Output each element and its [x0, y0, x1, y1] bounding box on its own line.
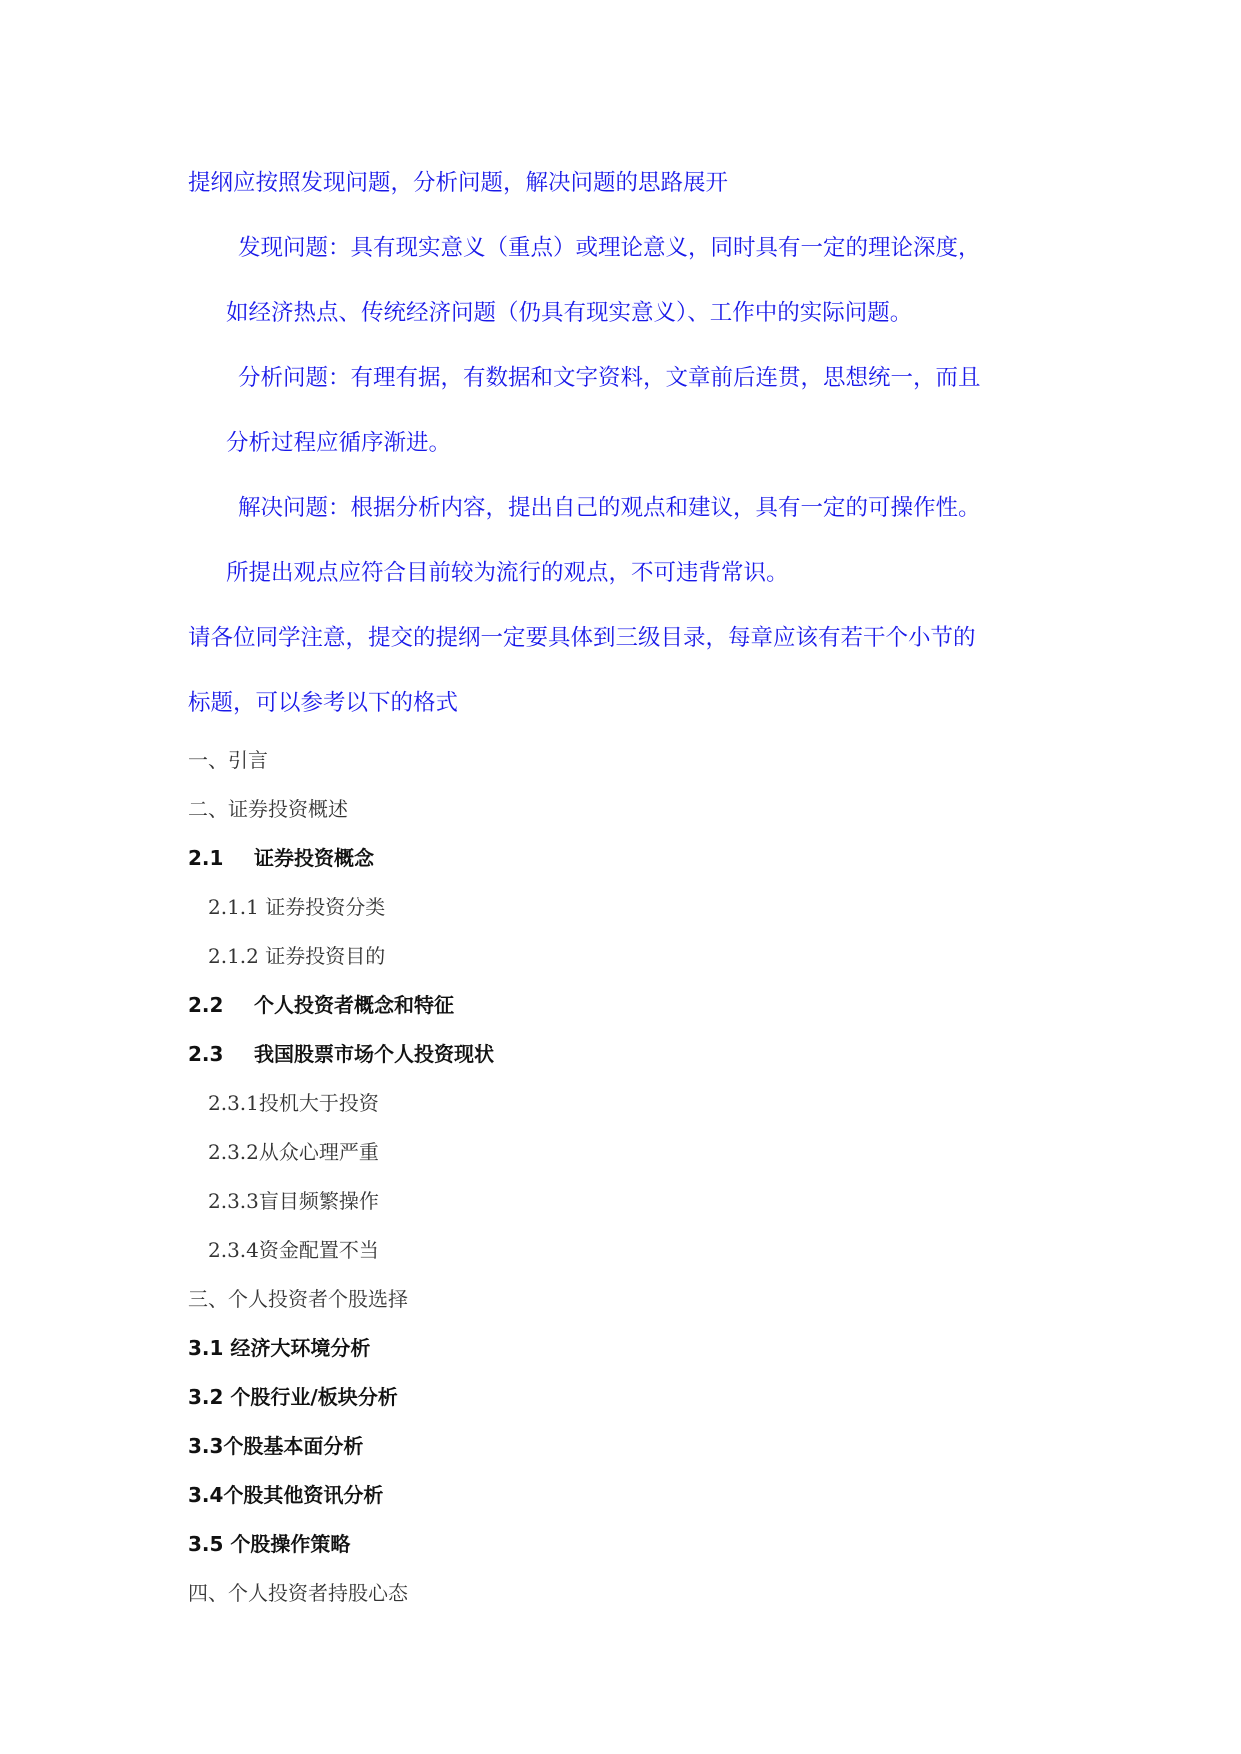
outline-chapter-1: 一、引言 — [188, 748, 268, 772]
discover-paragraph-line2: 如经济热点、传统经济问题（仍具有现实意义）、工作中的实际问题。 — [226, 300, 913, 326]
instructions-heading: 提纲应按照发现问题，分析问题，解决问题的思路展开 — [188, 170, 729, 196]
section-number: 2.2 — [188, 993, 224, 1017]
outline-chapter-3: 三、个人投资者个股选择 — [188, 1287, 408, 1311]
section-number: 2.3 — [188, 1042, 224, 1066]
analyze-paragraph-line2: 分析过程应循序渐进。 — [226, 430, 452, 456]
outline-subsection-2-3-4: 2.3.4资金配置不当 — [208, 1238, 379, 1262]
discover-paragraph-line1: 发现问题：具有现实意义（重点）或理论意义，同时具有一定的理论深度， — [238, 235, 981, 261]
section-title: 证券投资概念 — [254, 846, 374, 870]
outline-subsection-2-3-2: 2.3.2从众心理严重 — [208, 1140, 379, 1164]
section-title: 我国股票市场个人投资现状 — [254, 1042, 494, 1066]
outline-subsection-2-1-1: 2.1.1 证券投资分类 — [208, 895, 386, 919]
notice-paragraph-line2: 标题，可以参考以下的格式 — [188, 690, 459, 716]
outline-subsection-2-1-2: 2.1.2 证券投资目的 — [208, 944, 386, 968]
outline-section-2-1 — [188, 848, 374, 868]
solve-paragraph-line2: 所提出观点应符合目前较为流行的观点，不可违背常识。 — [226, 560, 789, 586]
notice-paragraph-line1: 请各位同学注意，提交的提纲一定要具体到三级目录，每章应该有若干个小节的 — [188, 625, 976, 651]
outline-section-2-3 — [188, 1044, 494, 1064]
section-number: 2.1 — [188, 846, 224, 870]
outline-chapter-4: 四、个人投资者持股心态 — [188, 1581, 408, 1605]
outline-section-3-3: 3.3个股基本面分析 — [188, 1434, 364, 1458]
outline-subsection-2-3-1: 2.3.1投机大于投资 — [208, 1091, 379, 1115]
outline-chapter-2: 二、证券投资概述 — [188, 797, 348, 821]
outline-section-2-2 — [188, 995, 454, 1015]
outline-section-3-2: 3.2 个股行业/板块分析 — [188, 1385, 398, 1409]
outline-section-3-5: 3.5 个股操作策略 — [188, 1532, 351, 1556]
analyze-paragraph-line1: 分析问题：有理有据，有数据和文字资料，文章前后连贯，思想统一，而且 — [238, 365, 981, 391]
outline-subsection-2-3-3: 2.3.3盲目频繁操作 — [208, 1189, 379, 1213]
section-title: 个人投资者概念和特征 — [254, 993, 454, 1017]
outline-section-3-4: 3.4个股其他资讯分析 — [188, 1483, 384, 1507]
solve-paragraph-line1: 解决问题：根据分析内容，提出自己的观点和建议，具有一定的可操作性。 — [238, 495, 981, 521]
outline-section-3-1: 3.1 经济大环境分析 — [188, 1336, 371, 1360]
